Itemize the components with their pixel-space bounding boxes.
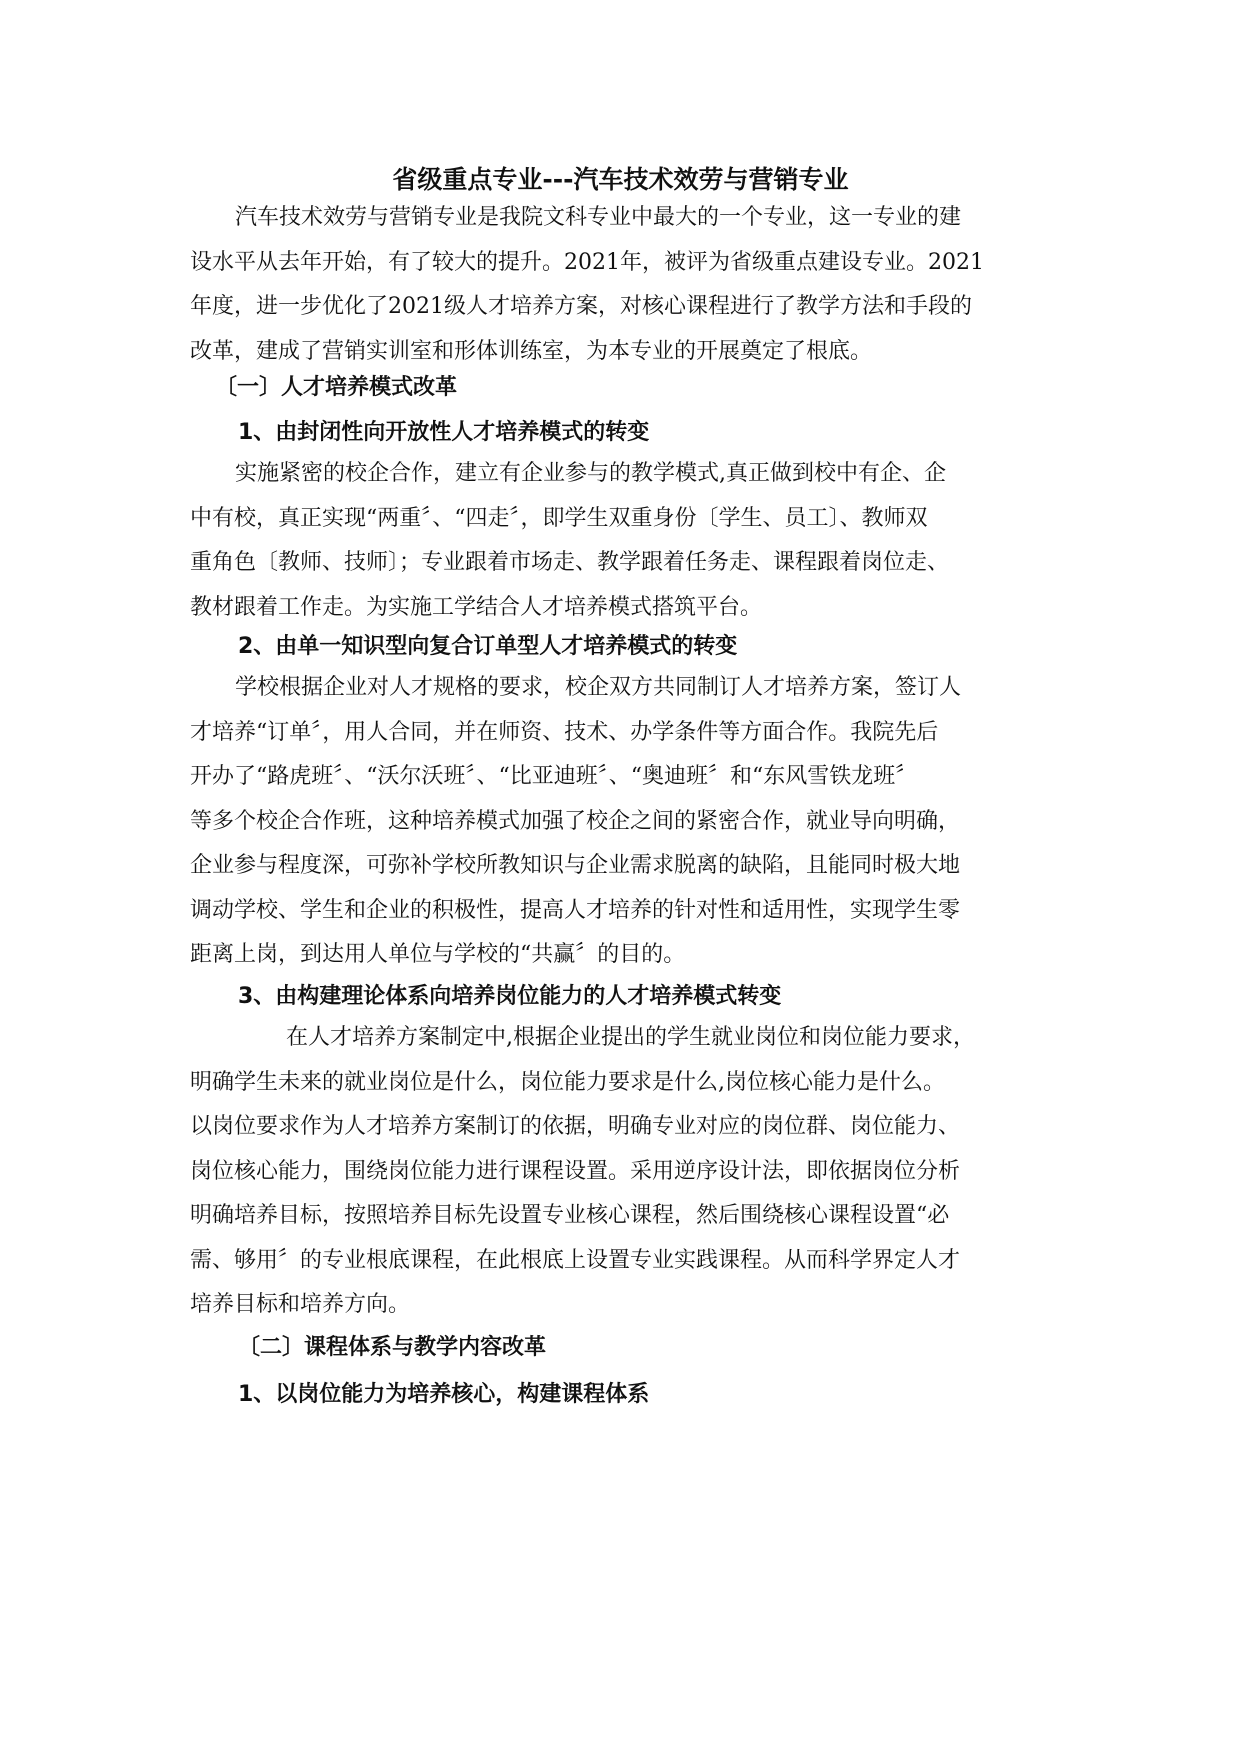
- paragraph-line: 在人才培养方案制定中,根据企业提出的学生就业岗位和岗位能力要求，: [286, 1025, 975, 1050]
- section-heading-1: 〔一〕人才培养模式改革: [215, 375, 458, 400]
- paragraph-line: 才培养“订单〞，用人合同，并在师资、技术、办学条件等方面合作。我院先后: [190, 719, 939, 745]
- paragraph-line: 年度，进一步优化了2021级人才培养方案，对核心课程进行了教学方法和手段的: [190, 294, 972, 319]
- subsection-heading-1: 1、由封闭性向开放性人才培养模式的转变: [238, 420, 650, 445]
- subsection-heading-3: 3、由构建理论体系向培养岗位能力的人才培养模式转变: [238, 984, 782, 1009]
- paragraph-line: 教材跟着工作走。为实施工学结合人才培养模式搭筑平台。: [190, 594, 763, 620]
- subsection-3-paragraph: [190, 1016, 1050, 1328]
- paragraph-line: 明确培养目标，按照培养目标先设置专业核心课程，然后围绕核心课程设置“必: [190, 1203, 950, 1228]
- intro-paragraph: [190, 196, 1050, 374]
- paragraph-line: 以岗位要求作为人才培养方案制订的依据，明确专业对应的岗位群、岗位能力、: [190, 1114, 961, 1139]
- paragraph-line: 企业参与程度深，可弥补学校所教知识与企业需求脱离的缺陷，且能同时极大地: [190, 853, 961, 878]
- paragraph-line: 开办了“路虎班〞、“沃尔沃班〞、“比亚迪班〞、“奥迪班〞和“东风雪铁龙班〞: [190, 764, 918, 789]
- document-title: 省级重点专业---汽车技术效劳与营销专业: [392, 165, 849, 194]
- paragraph-line: 调动学校、学生和企业的积极性，提高人才培养的针对性和适用性，实现学生零: [190, 897, 961, 923]
- paragraph-line: 中有校，真正实现“两重〞、“四走〞，即学生双重身份〔学生、员工〕、教师双: [190, 505, 928, 531]
- paragraph-line: 改革，建成了营销实训室和形体训练室，为本专业的开展奠定了根底。: [190, 338, 873, 364]
- subsection-heading-4: 1、以岗位能力为培养核心，构建课程体系: [238, 1382, 650, 1407]
- paragraph-line: 汽车技术效劳与营销专业是我院文科专业中最大的一个专业，这一专业的建: [235, 205, 962, 230]
- paragraph-line: 设水平从去年开始，有了较大的提升。2021年，被评为省级重点建设专业。2021: [190, 249, 984, 275]
- subsection-1-paragraph: [190, 452, 1050, 630]
- paragraph-line: 距离上岗，到达用人单位与学校的“共赢〞的目的。: [190, 942, 686, 967]
- paragraph-line: 培养目标和培养方向。: [190, 1292, 411, 1317]
- paragraph-line: 岗位核心能力，围绕岗位能力进行课程设置。采用逆序设计法，即依据岗位分析: [190, 1158, 961, 1184]
- paragraph-line: 明确学生未来的就业岗位是什么，岗位能力要求是什么,岗位核心能力是什么。: [190, 1069, 945, 1095]
- paragraph-line: 等多个校企合作班，这种培养模式加强了校企之间的紧密合作，就业导向明确，: [190, 808, 961, 834]
- subsection-heading-2: 2、由单一知识型向复合订单型人才培养模式的转变: [238, 634, 738, 659]
- paragraph-line: 学校根据企业对人才规格的要求，校企双方共同制订人才培养方案，签订人: [235, 675, 962, 700]
- subsection-2-paragraph: [190, 666, 1050, 978]
- section-heading-2: 〔二〕课程体系与教学内容改革: [238, 1335, 547, 1360]
- paragraph-line: 重角色〔教师、技师〕；专业跟着市场走、教学跟着任务走、课程跟着岗位走、: [190, 550, 950, 575]
- paragraph-line: 实施紧密的校企合作，建立有企业参与的教学模式,真正做到校中有企、企: [235, 461, 946, 486]
- paragraph-line: 需、够用〞的专业根底课程，在此根底上设置专业实践课程。从而科学界定人才: [190, 1247, 961, 1273]
